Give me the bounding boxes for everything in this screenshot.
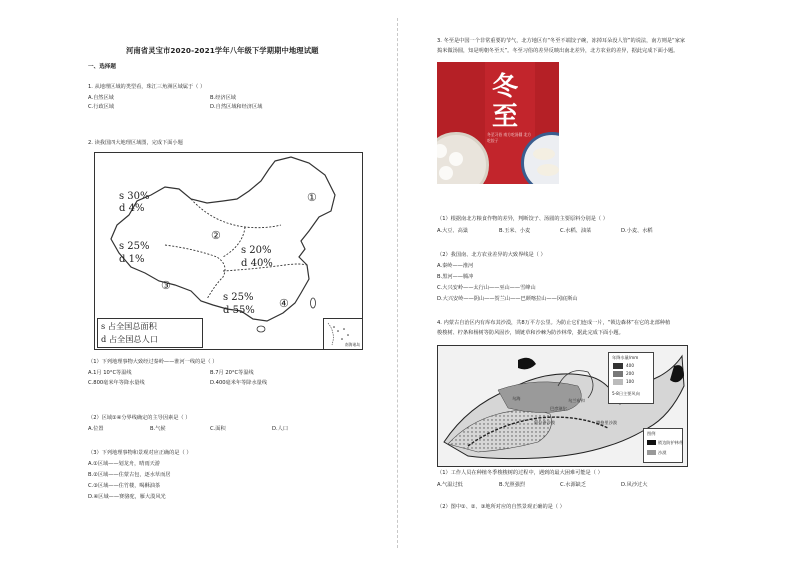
q1-option-d[interactable]: D.自然区域和经济区域	[210, 104, 263, 110]
area-label-qt-d: d 1%	[119, 254, 145, 265]
precipitation-legend	[608, 352, 654, 404]
legend-population: d 占全国总人口	[101, 334, 158, 344]
forest-black-n	[518, 358, 536, 370]
south-china-sea-inset	[323, 318, 362, 349]
q4-sub2-stem: （2）图中①、②、③地所对应的自然景观正确的是（ ）	[437, 504, 565, 510]
q3-sub2-option-a[interactable]: A.秦岭——淮河	[437, 263, 474, 269]
q3-stem-line2: 捣米做汤圆，知是明朝冬至天”。冬至习俗的差异反映出南北差异，北方农业的差异，据此完成下面小题。	[437, 48, 679, 54]
place-bayannur: 巴彦淖尔	[550, 406, 567, 411]
taiwan-island	[311, 298, 316, 308]
area-label-south-s: s 25%	[223, 292, 254, 303]
q3-sub1-option-c[interactable]: C.水稻、油菜	[560, 228, 592, 234]
q2-sub2-option-a[interactable]: A.位置	[88, 426, 104, 432]
precip-legend-200: 200	[626, 371, 634, 376]
q1-option-a[interactable]: A.自然区域	[88, 95, 114, 101]
q1-stem: 1. 从地理区域的类型看，珠江三角洲区域属于（ ）	[88, 84, 206, 90]
page-title: 河南省灵宝市2020-2021学年八年级下学期期中地理试题	[126, 46, 319, 55]
boundary-west	[165, 245, 225, 299]
precip-swatch-100	[613, 379, 623, 385]
q2-sub1-option-d[interactable]: D.400毫米年等降水量线	[210, 380, 268, 386]
photo-side-text: 冬至习俗 南方吃汤圆 北方吃饺子	[487, 132, 532, 143]
q2-sub3-stem: （3）下列地理事物和景观对应正确的是（ ）	[88, 450, 192, 456]
q4-sub1-option-d[interactable]: D.风沙过大	[621, 482, 648, 488]
region-number-3: ③	[161, 279, 171, 292]
tangyuan-ball-2	[449, 152, 463, 166]
q4-stem-line2: 梭梭树、柠条和杨树等防风固沙，锁链草和沙棘为防沙林带，据此完成下面小题。	[437, 330, 624, 336]
area-label-qt-s: s 25%	[119, 241, 150, 252]
area-label-north-d: d 40%	[241, 258, 273, 269]
q2-sub3-option-b[interactable]: B.②区域——住蒙古包，逐水草而居	[88, 472, 171, 478]
q3-sub1-option-a[interactable]: A.大豆、高粱	[437, 228, 469, 234]
area-label-nw-s: s 30%	[119, 191, 150, 202]
q2-sub1-option-a[interactable]: A.1月 10°C等温线	[88, 370, 132, 376]
q3-sub1-option-b[interactable]: B.玉米、小麦	[499, 228, 531, 234]
q3-sub2-option-b[interactable]: B.黑河——腾冲	[437, 274, 474, 280]
inset-caption: 南海诸岛	[344, 342, 360, 347]
q2-sub2-option-d[interactable]: D.人口	[272, 426, 289, 432]
symbol-belt-label: 锁边防护林带	[658, 440, 684, 445]
boundary-north	[191, 199, 281, 228]
wind-direction-label: 5-8日主要风向	[612, 391, 640, 396]
area-label-south-d: d 55%	[223, 305, 255, 316]
region-number-1: ①	[307, 191, 317, 204]
place-wuhai: 乌海	[512, 396, 521, 401]
place-tengger: 腾格里沙漠	[596, 420, 617, 425]
symbol-swatch-belt	[647, 440, 656, 445]
precip-swatch-200	[613, 371, 623, 377]
place-ulan-buh: 乌兰布和	[568, 398, 585, 403]
symbol-desert-label: 沙漠	[658, 450, 667, 455]
q3-sub1-stem: （1）根据南北方粮食作物的差异，判断饺子、汤圆的主要原料分别是（ ）	[437, 216, 608, 222]
region-number-2: ②	[211, 229, 221, 242]
q4-sub1-stem: （1）工作人员在种植冬季梭梭树的过程中，遇到的最大困难可能是（ ）	[437, 470, 603, 476]
symbol-legend-title: 图例	[647, 431, 656, 436]
precip-legend-100: 100	[626, 379, 634, 384]
q2-sub1-option-c[interactable]: C.800毫米年等降水量线	[88, 380, 145, 386]
precip-legend-400: 400	[626, 363, 634, 368]
precip-legend-title: 年降水量/mm	[612, 355, 639, 360]
q2-stem: 2. 读我国四大地理区域图，完成下面小题	[88, 140, 183, 146]
dumpling-2	[537, 164, 559, 176]
q3-sub2-option-c[interactable]: C.大兴安岭——太行山——巫山——雪峰山	[437, 285, 536, 291]
q2-sub2-option-c[interactable]: C.面积	[210, 426, 226, 432]
q4-stem-line1: 4. 内蒙古自治区内有库布其沙漠，共8万平方公里。为防止它们连成一片，“锁边森林”在它的北部种植	[437, 320, 671, 326]
q3-sub1-option-d[interactable]: D.小麦、水稻	[621, 228, 653, 234]
area-label-north-s: s 20%	[241, 245, 272, 256]
photo-char-dong: 冬	[492, 72, 519, 102]
q2-sub1-stem: （1）下列地理事物大致经过秦岭——淮河一线的是（ ）	[88, 359, 218, 365]
winter-solstice-photo	[437, 62, 559, 184]
symbol-swatch-desert	[647, 450, 656, 455]
china-regions-map	[94, 152, 363, 350]
legend-area: s 占全国总面积	[101, 321, 157, 331]
q2-sub3-option-d[interactable]: D.④区域——赛骆驼，雁大漠风光	[88, 494, 166, 500]
tangyuan-ball-3	[439, 166, 453, 180]
q1-option-b[interactable]: B.经济区域	[210, 95, 236, 101]
photo-char-zhi: 至	[492, 102, 519, 132]
q4-sub1-option-c[interactable]: C.水源缺乏	[560, 482, 587, 488]
dumpling-1	[533, 148, 555, 160]
q2-sub1-option-b[interactable]: B.7月 20°C等温线	[210, 370, 254, 376]
q2-sub2-stem: （2）区域①④分界线确定的主导因素是（ ）	[88, 415, 191, 421]
map-legend	[97, 318, 203, 348]
q2-sub3-option-a[interactable]: A.①区域——划龙舟，晴雨天游	[88, 461, 161, 467]
kubuqi-desert-map	[437, 345, 688, 467]
precip-swatch-400	[613, 363, 623, 369]
q3-stem-line1: 3. 冬至是中国一个非常重要的节气，北方地区有“冬至不端饺子碗，冻掉耳朵没人管”的说法，南方则是“家家	[437, 38, 686, 44]
q4-sub1-option-a[interactable]: A.气温过低	[437, 482, 463, 488]
hainan-island	[257, 326, 265, 332]
q3-sub2-option-d[interactable]: D.大兴安岭——阴山——贺兰山——巴颜喀拉山——冈底斯山	[437, 296, 578, 302]
q2-sub3-option-c[interactable]: C.③区域——住竹楼，喝酥油茶	[88, 483, 161, 489]
section-heading: 一、选择题	[88, 64, 116, 70]
q3-sub2-stem: （2）我国南、北方农业差异的大致界线是（ ）	[437, 252, 546, 258]
q1-option-c[interactable]: C.行政区域	[88, 104, 115, 110]
place-alxa: 阿拉善沙漠	[534, 420, 555, 425]
q2-sub2-option-b[interactable]: B.气候	[150, 426, 166, 432]
symbol-legend	[643, 428, 683, 463]
area-label-nw-d: d 4%	[119, 203, 145, 214]
q4-sub1-option-b[interactable]: B.光照强烈	[499, 482, 525, 488]
region-number-4: ④	[279, 297, 289, 310]
